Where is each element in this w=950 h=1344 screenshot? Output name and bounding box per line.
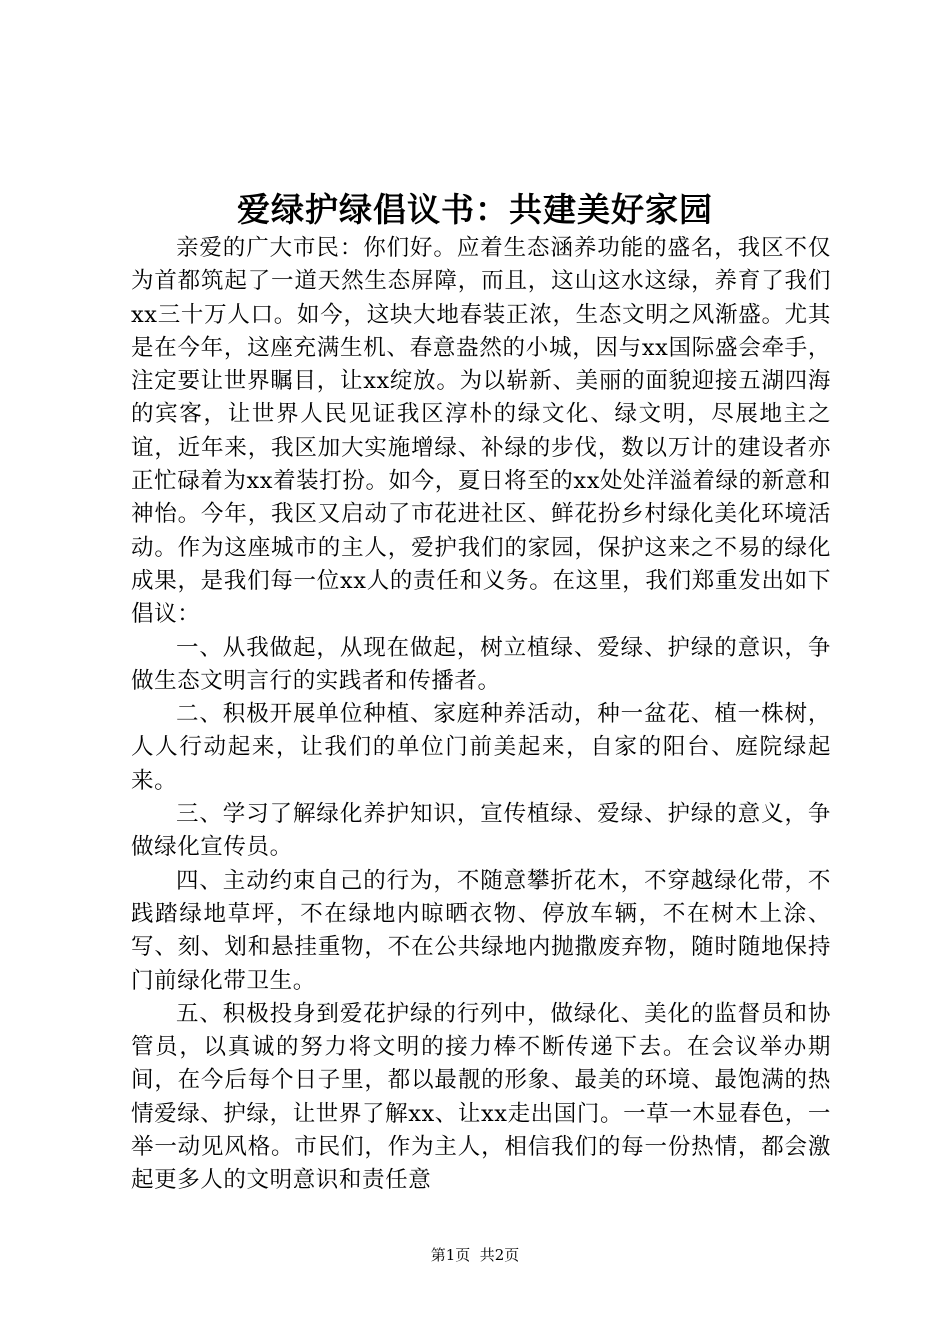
paragraph-proposal-2: 二、积极开展单位种植、家庭种养活动，种一盆花、植一株树，人人行动起来，让我们的单位门前美起来，自家的阳台、庭院绿起来。 [131,701,831,794]
page-footer [0,1243,950,1267]
paragraph-proposal-4: 四、主动约束自己的行为，不随意攀折花木，不穿越绿化带，不践踏绿地草坪，不在绿地内晾晒衣物、停放车辆，不在树木上涂、写、刻、划和悬挂重物，不在公共绿地内抛撒废弃物，随时随地保持门前绿化带卫生。 [131,867,831,994]
paragraph-proposal-3: 三、学习了解绿化养护知识，宣传植绿、爱绿、护绿的意义，争做绿化宣传员。 [131,801,831,861]
paragraph-proposal-1: 一、从我做起，从现在做起，树立植绿、爱绿、护绿的意识，争做生态文明言行的实践者和传播者。 [131,634,831,694]
document-body [131,232,831,1198]
page-number: 第1页 共2页 [430,1246,520,1264]
document-title: 爱绿护绿倡议书：共建美好家园 [237,190,713,229]
paragraph-proposal-5: 五、积极投身到爱花护绿的行列中，做绿化、美化的监督员和协管员，以真诚的努力将文明的接力棒不断传递下去。在会议举办期间，在今后每个日子里，都以最靓的形象、最美的环境、最饱满的热情爱绿、护绿，让世界了解xx、让xx走出国门。一草一木显春色，一举一动见风格。市民们，作为主人，相信我们的每一份热情，都会激起更多人的文明意识和责任意 [131,1000,831,1194]
paragraph-intro: 亲爱的广大市民：你们好。应着生态涵养功能的盛名，我区不仅为首都筑起了一道天然生态屏障，而且，这山这水这绿，养育了我们xx三十万人口。如今，这块大地春装正浓，生态文明之风渐盛。尤其是在今年，这座充满生机、春意盎然的小城，因与xx国际盛会牵手，注定要让世界瞩目，让xx绽放。为以崭新、美丽的面貌迎接五湖四海的宾客，让世界人民见证我区淳朴的绿文化、绿文明，尽展地主之谊，近年来，我区加大实施增绿、补绿的步伐，数以万计的建设者亦正忙碌着为xx着装打扮。如今，夏日将至的xx处处洋溢着绿的新意和神怡。今年，我区又启动了市花进社区、鲜花扮乡村绿化美化环境活动。作为这座城市的主人，爱护我们的家园，保护这来之不易的绿化成果，是我们每一位xx人的责任和义务。在这里，我们郑重发出如下倡议： [131,235,831,628]
